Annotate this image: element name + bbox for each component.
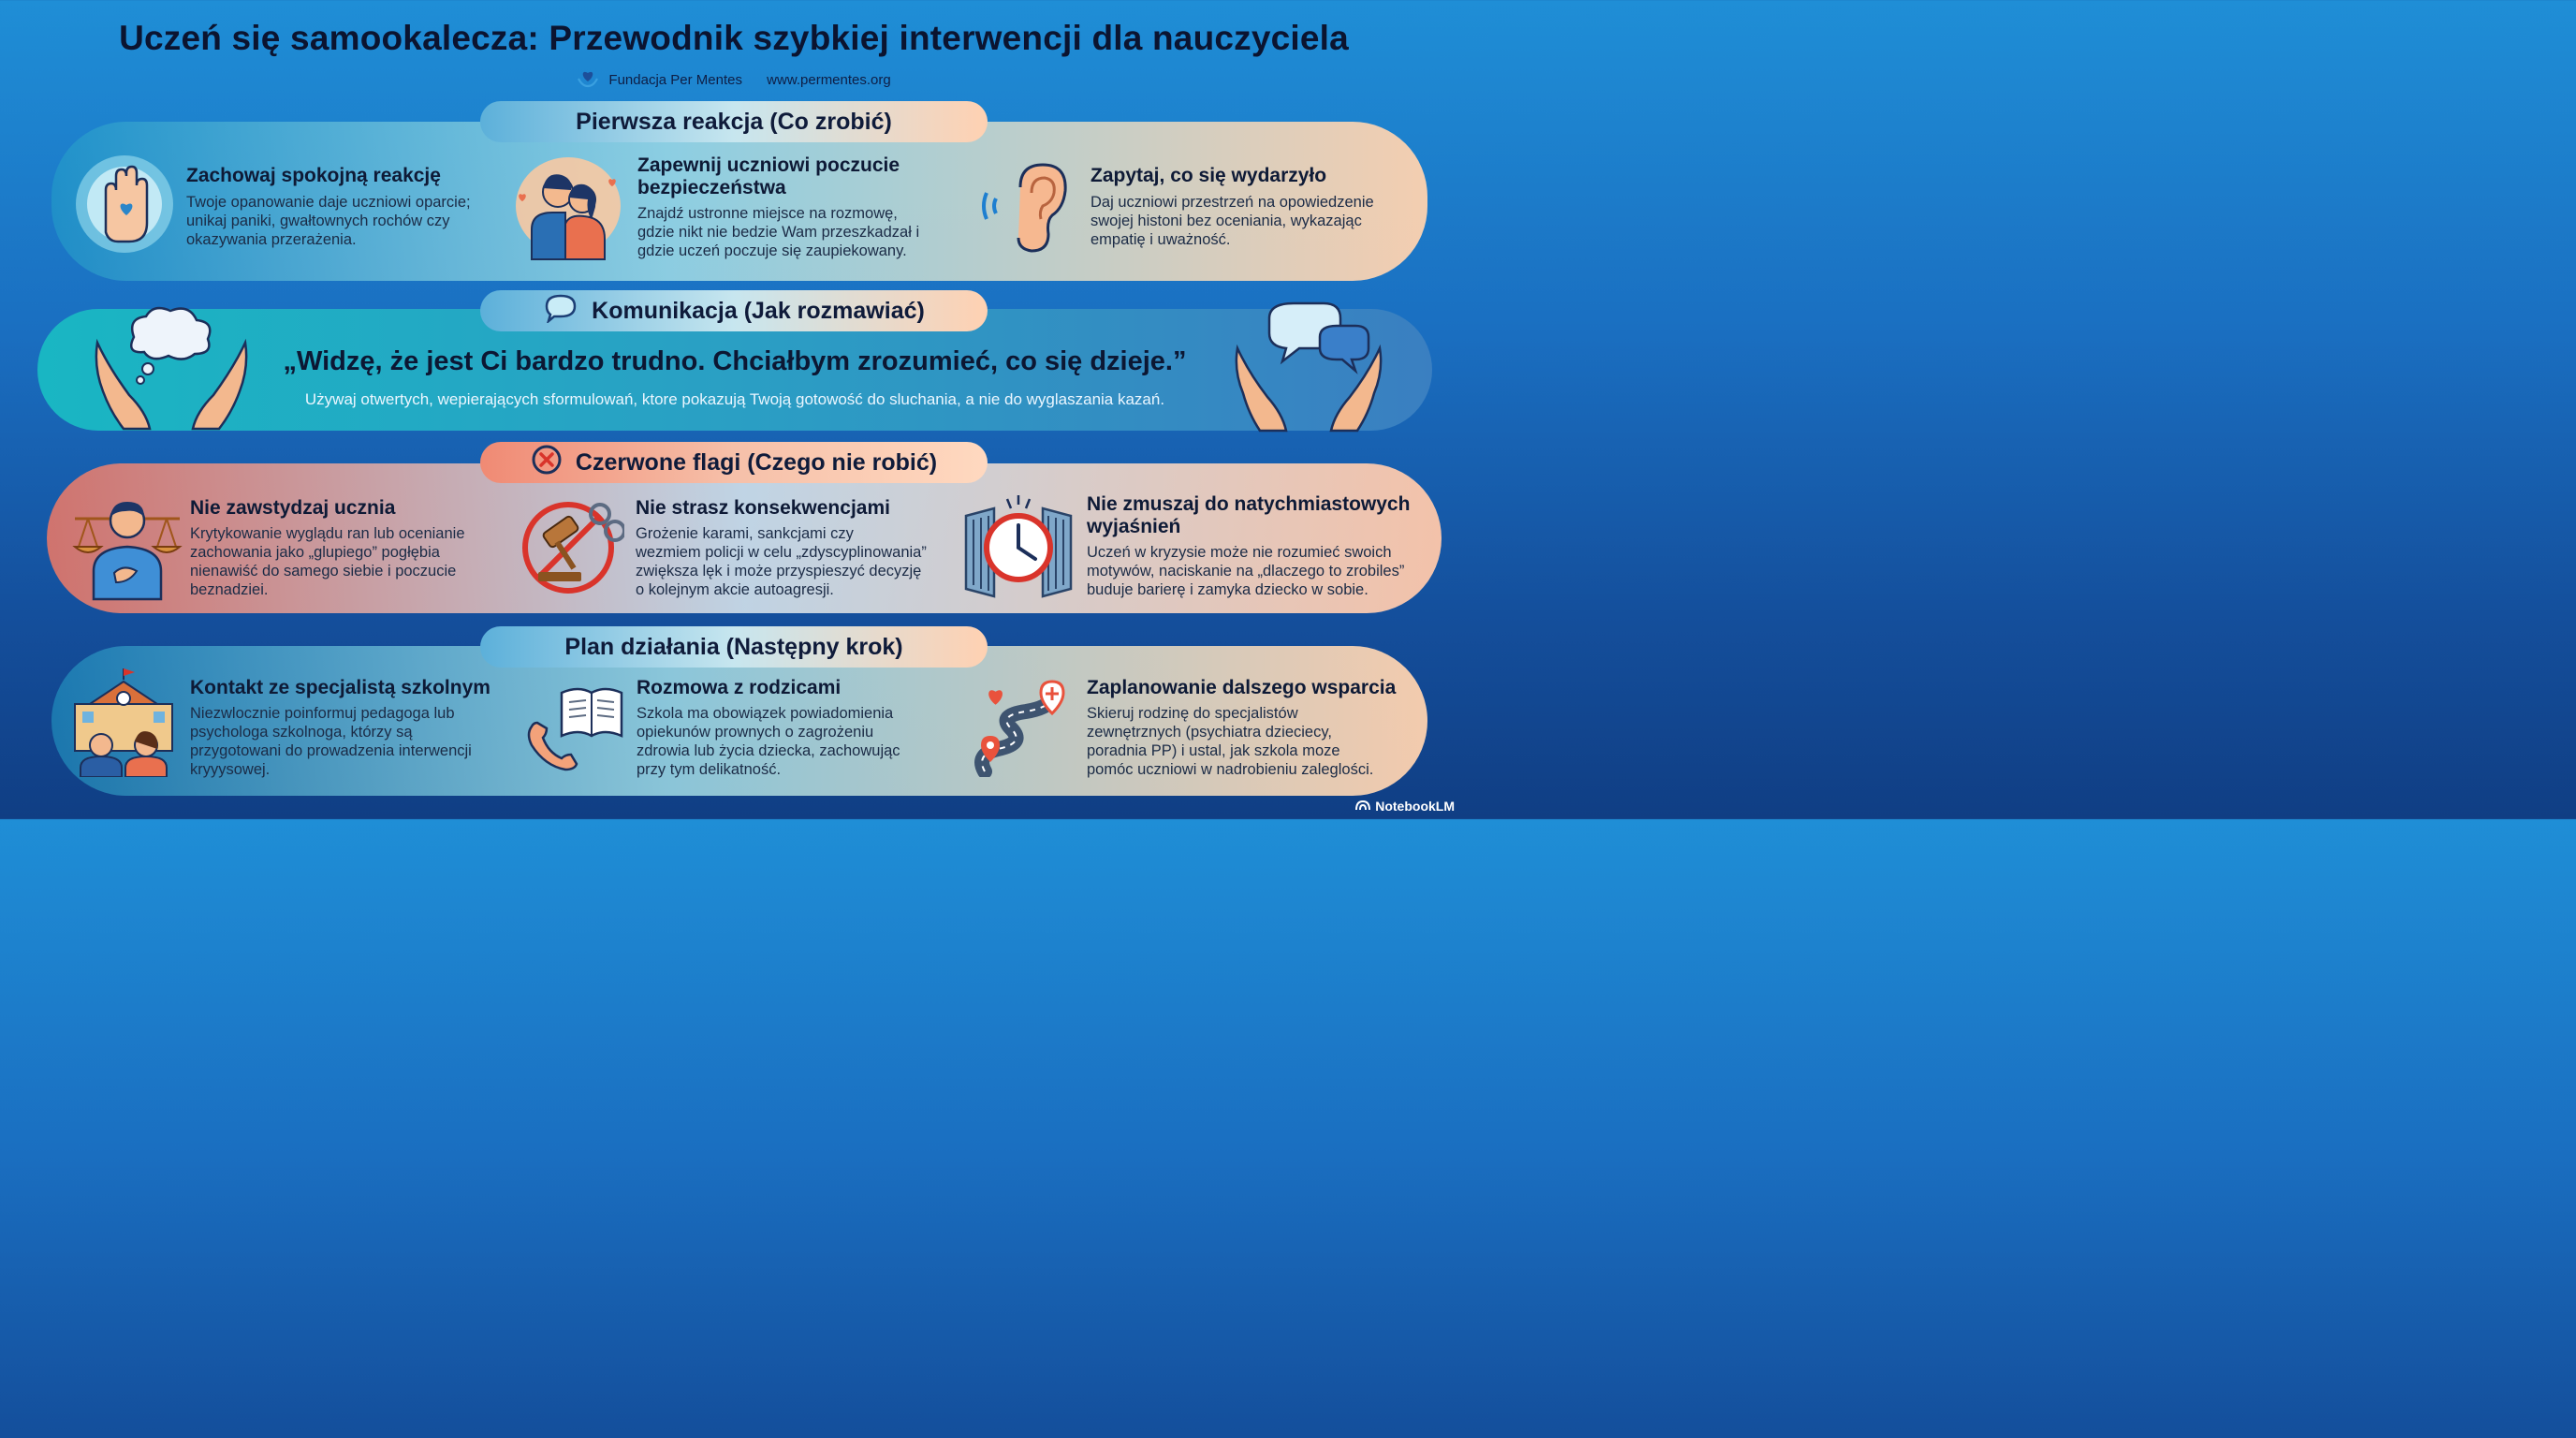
card-title-specialist: Kontakt ze specjalistą szkolnym [190, 677, 490, 698]
notebooklm-icon [1355, 799, 1370, 814]
ear-icon [973, 159, 1076, 262]
book-phone-icon [524, 680, 625, 778]
embrace-icon [513, 154, 623, 267]
open-hand-heart-icon [73, 148, 176, 265]
page-title: Uczeń się samookalecza: Przewodnik szybkiej interwencji dla nauczyciela [119, 19, 1349, 57]
card-title-further-support: Zaplanowanie dalszego wsparcia [1087, 677, 1397, 698]
brand-row [0, 67, 1468, 92]
card-text-no-forcing: Uczeń w kryzysie może nie rozumieć swoich motywów, naciskanie na „dlaczego to zrobiles” buduje barierę i zamyka dziecko w sobie. [1087, 544, 1405, 598]
card-text-ask: Daj uczniowi przestrzeń na opowiedzenie swojej histoni bez oceniania, wykazając empatię i uważność. [1090, 194, 1374, 248]
card-text-parents: Szkola ma obowiązek powiadomienia opiekunów prownych o zagrożeniu zdrowia lub życia dziecka, zachowując przy tym delikatność. [637, 705, 900, 778]
card-text-calm: Twoje opanowanie daje uczniowi oparcie; unikaj paniki, gwałtownych rochów czy okazywania przerażenia. [186, 194, 471, 248]
school-staff-icon [71, 667, 176, 782]
heart-hands-icon [577, 67, 599, 92]
section-label-red-flags: Czerwone flagi (Czego nie robić) [480, 442, 988, 483]
card-text-safety: Znajdź ustronne miejsce na rozmowę, gdzie nikt nie bedzie Wam przeszkadzał i gdzie uczeń poczuje się zaupiekowany. [637, 205, 920, 259]
road-map-icon [970, 674, 1075, 782]
brand-url[interactable]: www.permentes.org [767, 71, 891, 88]
x-circle-icon [531, 444, 563, 482]
card-title-parents: Rozmowa z rodzicami [637, 677, 842, 698]
notebooklm-badge: NotebookLM [1355, 799, 1455, 814]
card-text-no-shame: Krytykowanie wyglądu ran lub ocenianie zachowania jako „glupiego” pogłębia nienawiść do samego siebie i poczucie beznadziei. [190, 525, 465, 598]
card-title-no-threats: Nie strasz konsekwencjami [636, 497, 890, 519]
card-title-calm: Zachowaj spokojną reakcję [186, 165, 441, 186]
communication-quote: „Widzę, że jest Ci bardzo trudno. Chciałbym zrozumieć, co się dzieje.” [283, 346, 1187, 376]
scales-person-icon [71, 496, 183, 606]
brand-name: Fundacja Per Mentes [608, 71, 742, 88]
gavel-handcuffs-icon [520, 493, 624, 603]
card-title-no-shame: Nie zawstydzaj ucznia [190, 497, 396, 519]
card-title-safety: Zapewnij uczniowi poczucie bezpieczeństwa [637, 154, 900, 198]
speech-bubble-icon [543, 293, 578, 330]
section-label-action-plan: Plan działania (Następny krok) [480, 626, 988, 668]
card-title-no-forcing: Nie zmuszaj do natychmiastowych wyjaśnień [1087, 493, 1411, 537]
card-text-further-support: Skieruj rodzinę do specjalistów zewnętrznych (psychiatra dzieciecy, poradnia PP) i ustal, jak szkola moze pomóc uczniowi w nadrobieniu zaleglości. [1087, 705, 1374, 778]
card-text-no-threats: Grożenie karami, sankcjami czy wezmiem policji w celu „zdyscyplinowania” zwiększa lęk i może przyspieszyć decyzję o kolejnym akcie autoagresji. [636, 525, 927, 598]
card-title-ask: Zapytaj, co się wydarzyło [1090, 165, 1327, 186]
clock-gate-icon [962, 492, 1075, 607]
section-label-communication: Komunikacja (Jak rozmawiać) [480, 290, 988, 331]
card-text-specialist: Niezwlocznie poinformuj pedagoga lub psychologa szkolnoga, którzy są przygotowani do prowadzenia interwencji kryyysowej. [190, 705, 472, 778]
communication-subtext: Używaj otwertych, wepierających sformulowań, ktore pokazują Twoją gotowość do sluchania, a nie do wyglaszania kazań. [304, 390, 1165, 408]
section-label-first-reaction: Pierwsza reakcja (Co zrobić) [480, 101, 988, 142]
